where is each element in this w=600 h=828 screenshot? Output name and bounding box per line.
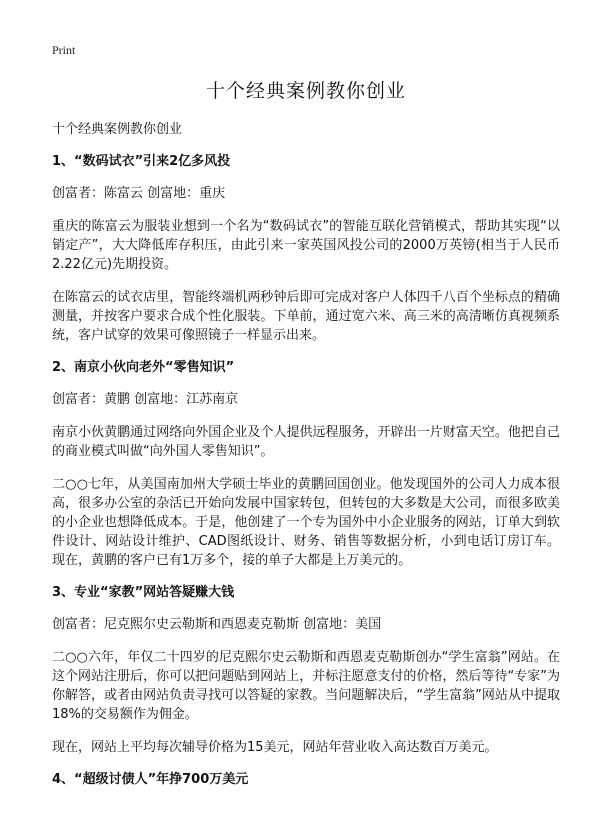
page-title: 十个经典案例教你创业 — [205, 80, 406, 102]
body-paragraph: 重庆的陈富云为服装业想到一个名为“数码试衣”的智能互联化营销模式，帮助其实现“以销定产”，大大降低库存积压，由此引来一家英国风投公司的2000万英镑(相当于人民币2.22亿元)先期投资。 — [52, 219, 560, 272]
body-paragraph: 二○○七年，从美国南加州大学硕士毕业的黄鹏回国创业。他发现国外的公司人力成本很高，很多办公室的杂活已开始向发展中国家转包，但转包的大多数是大公司，而很多欧美的小企业也想降低成本。于是，他创建了一个专为国外中小企业服务的网站，订单大到软件设计、网站设计维护、CAD图纸设计、财务、销售等数据分析，小到电话订房订车。现在，黄鹏的客户已有1万多个，接的单子大都是上万美元的。 — [52, 477, 560, 568]
print-label[interactable]: Print — [52, 43, 76, 57]
body-paragraph: 南京小伙黄鹏通过网络向外国企业及个人提供远程服务，开辟出一片财富天空。他把自己的商业模式叫做“向外国人零售知识”。 — [52, 425, 560, 459]
founder-meta: 创富者：黄鹏 创富地：江苏南京 — [52, 392, 239, 407]
founder-meta: 创富者：陈富云 创富地：重庆 — [52, 186, 226, 201]
founder-meta: 创富者：尼克熙尔史云勒斯和西恩麦克勒斯 创富地：美国 — [52, 617, 382, 632]
section-heading: 1、“数码试衣”引来2亿多风投 — [52, 154, 231, 169]
body-paragraph: 现在，网站上平均每次辅导价格为15美元，网站年营业收入高达数百万美元。 — [52, 740, 498, 755]
document-subtitle: 十个经典案例教你创业 — [52, 122, 183, 137]
section-heading: 2、南京小伙向老外“零售知识” — [52, 360, 235, 375]
section-heading: 3、专业“家教”网站答疑赚大钱 — [52, 585, 235, 600]
section-heading: 4、“超级讨债人”年挣700万美元 — [52, 772, 249, 787]
body-paragraph: 二○○六年，年仅二十四岁的尼克熙尔史云勒斯和西恩麦克勒斯创办“学生富翁”网站。在这个网站注册后，你可以把问题贴到网站上，并标注愿意支付的价格，然后等待“专家”为你解答，或者由网站负责寻找可以答疑的家教。当问题解决后，“学生富翁”网站从中提取18%的交易额作为佣金。 — [52, 650, 560, 722]
body-paragraph: 在陈富云的试衣店里，智能终端机两秒钟后即可完成对客户人体四千八百个坐标点的精确测量，并按客户要求合成个性化服装。下单前，通过宽六米、高三米的高清晰仿真视频系统，客户试穿的效果可像照镜子一样显示出来。 — [52, 290, 560, 343]
